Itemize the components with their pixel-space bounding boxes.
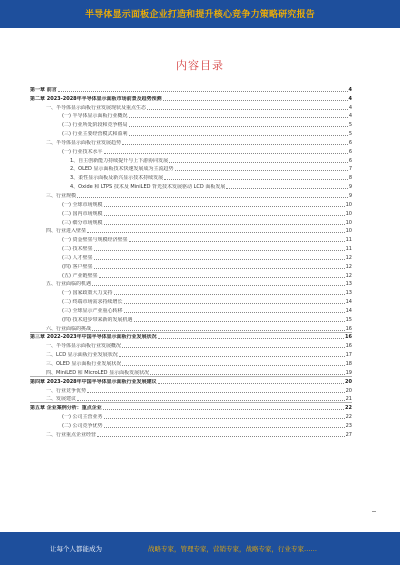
toc-entry-label: 三、行业规模	[46, 192, 77, 199]
toc-entry[interactable]	[30, 429, 352, 438]
toc-entry-label: (三) 全球显示产业重心转移	[62, 307, 123, 314]
toc-leader-dots	[104, 215, 345, 216]
toc-leader-dots	[122, 347, 345, 348]
toc-leader-dots	[104, 224, 345, 225]
toc-entry-page: 6	[348, 139, 352, 146]
toc-entry[interactable]	[30, 208, 352, 217]
toc-entry-page: 20	[345, 387, 352, 394]
toc-leader-dots	[150, 374, 345, 375]
toc-entry-label: 四、MiniLED 和 MicroLED 显示面板发展状况	[46, 369, 150, 376]
toc-entry[interactable]	[30, 270, 352, 279]
toc-entry-page: 4	[348, 113, 352, 120]
toc-entry[interactable]	[30, 111, 352, 120]
toc-entry-page: 23	[345, 422, 352, 429]
toc-entry-label: (一) 行业技术水平	[62, 148, 103, 155]
toc-entry-label: 第二章 2023-2028年半导体显示面板市场前景及趋势预测	[30, 95, 162, 102]
toc-entry[interactable]	[30, 199, 352, 208]
toc-entry[interactable]	[30, 420, 352, 429]
toc-entry[interactable]	[30, 217, 352, 226]
toc-entry-page: 15	[345, 316, 352, 323]
toc-entry[interactable]	[30, 146, 352, 155]
toc-entry[interactable]	[30, 349, 352, 358]
toc-leader-dots	[94, 250, 345, 251]
toc-entry-page: 8	[348, 175, 352, 182]
toc-entry-label: 3、柔性显示面板及新兴显示技术持续发展	[70, 175, 164, 182]
toc-entry-page: 6	[348, 157, 352, 164]
toc-entry-label: (一) 资金壁垒与规模经济壁垒	[62, 237, 128, 244]
toc-entry-label: (四) 客户壁垒	[62, 263, 93, 270]
toc-leader-dots	[77, 400, 345, 401]
toc-entry-label: 二、半导体显示面板行业发展趋势	[46, 139, 122, 146]
toc-leader-dots	[104, 418, 345, 419]
toc-entry-page: 4	[348, 86, 352, 93]
toc-leader-dots	[92, 285, 345, 286]
toc-leader-dots	[175, 170, 348, 171]
toc-entry[interactable]	[30, 172, 352, 181]
toc-entry-page: 6	[348, 148, 352, 155]
toc-leader-dots	[58, 91, 348, 92]
toc-entry-label: 四、行业进入壁垒	[46, 228, 87, 235]
toc-entry-page: 17	[345, 352, 352, 359]
toc-entry-label: 三、OLED 显示面板行业发展状况	[46, 361, 122, 367]
toc-leader-dots	[87, 232, 345, 233]
toc-entry-label: (一) 国家政策大力支持	[62, 290, 113, 297]
footer-banner	[0, 532, 400, 565]
table-of-contents	[30, 84, 352, 438]
toc-entry-page: 10	[345, 201, 352, 208]
toc-leader-dots	[163, 100, 348, 101]
toc-entry-page: 12	[345, 263, 352, 270]
toc-entry[interactable]	[30, 296, 352, 305]
toc-leader-dots	[114, 294, 345, 295]
toc-entry[interactable]	[30, 190, 352, 199]
toc-entry-page: 13	[345, 290, 352, 297]
toc-leader-dots	[103, 409, 344, 410]
toc-entry-label: (一) 半导体显示面板行业概况	[62, 113, 128, 120]
toc-leader-dots	[169, 162, 348, 163]
toc-entry[interactable]	[30, 394, 352, 403]
toc-leader-dots	[158, 383, 344, 384]
toc-leader-dots	[97, 436, 345, 437]
toc-leader-dots	[122, 365, 344, 366]
toc-entry-page: 9	[348, 184, 352, 191]
toc-entry[interactable]	[30, 367, 352, 376]
toc-entry[interactable]	[30, 128, 352, 137]
toc-entry-label: (三) 行业主要经营模式和盈利	[62, 131, 128, 138]
toc-entry-label: (二) 国内市场规模	[62, 210, 103, 217]
toc-entry[interactable]	[30, 226, 352, 235]
toc-entry-page: 9	[348, 192, 352, 199]
toc-entry-page: 14	[345, 307, 352, 314]
toc-entry-label: 1、自主创新能力持续提升与上下游协同发展	[70, 157, 169, 164]
toc-entry[interactable]	[30, 340, 352, 349]
toc-leader-dots	[158, 338, 344, 339]
toc-entry-page: 21	[345, 396, 352, 403]
toc-entry-page: 22	[345, 414, 352, 421]
toc-entry-label: 第五章 企业案例分析：重点企业	[30, 405, 102, 412]
toc-entry[interactable]	[30, 287, 352, 296]
toc-entry-label: (四) 技术进步带来新的发展机遇	[62, 316, 133, 323]
toc-entry-label: 第一章 前言	[30, 86, 57, 93]
toc-leader-dots	[164, 179, 348, 180]
toc-entry-page: 11	[345, 237, 352, 244]
toc-entry-page: 22	[345, 405, 352, 412]
toc-entry-page: 12	[345, 254, 352, 261]
toc-entry-label: (二) 终端市场需求持续增长	[62, 299, 123, 306]
toc-entry[interactable]	[30, 332, 352, 341]
toc-entry-label: (二) 行业所处阶段和竞争格局	[62, 122, 128, 129]
toc-entry-page: 16	[345, 325, 352, 332]
toc-leader-dots	[124, 303, 345, 304]
toc-entry[interactable]	[30, 279, 352, 288]
toc-entry-page: 13	[345, 281, 352, 288]
toc-entry-label: 2、OLED 显示面板技术快速发展成为主流趋势	[70, 166, 174, 173]
toc-leader-dots	[104, 206, 345, 207]
toc-entry[interactable]	[30, 155, 352, 164]
toc-entry-page: 4	[348, 104, 352, 111]
toc-leader-dots	[134, 321, 345, 322]
toc-leader-dots	[92, 330, 345, 331]
toc-leader-dots	[87, 392, 345, 393]
toc-entry-label: 五、行业面临的机遇	[46, 281, 92, 288]
toc-entry-page: 16	[345, 334, 352, 341]
footer-tagline: 战略专家，管理专家，营销专家，战略专家，行业专家……	[148, 545, 317, 553]
toc-entry-label: 一、半导体显示面板行业发展现状及重点生态	[46, 104, 147, 111]
toc-entry-label: 第三章 2022-2023年中国半导体显示面板行业发展状况	[30, 334, 157, 341]
page-mark	[372, 511, 376, 512]
toc-leader-dots	[122, 144, 348, 145]
report-header	[0, 0, 400, 28]
toc-entry-label: 一、半导体显示面板行业发展概况	[46, 343, 122, 350]
toc-leader-dots	[104, 427, 345, 428]
toc-entry[interactable]	[30, 243, 352, 252]
toc-entry[interactable]	[30, 102, 352, 111]
toc-entry-page: 10	[345, 228, 352, 235]
toc-entry-label: 第四章 2023-2028年中国半导体显示面板行业发展建议	[30, 378, 157, 385]
toc-leader-dots	[129, 126, 348, 127]
toc-entry-page: 10	[345, 219, 352, 226]
toc-entry[interactable]	[30, 137, 352, 146]
toc-entry-label: (一) 公司主营业务	[62, 414, 103, 421]
toc-entry-page: 16	[345, 343, 352, 350]
toc-entry[interactable]	[30, 84, 352, 93]
toc-leader-dots	[226, 188, 347, 189]
toc-entry-page: 7	[348, 166, 352, 173]
toc-leader-dots	[129, 135, 348, 136]
toc-leader-dots	[129, 117, 348, 118]
toc-entry-page: 20	[345, 378, 352, 385]
toc-entry-label: 二、LCD 显示面板行业发展状况	[46, 352, 118, 359]
toc-entry-label: 一、行业竞争优势	[46, 387, 87, 394]
toc-entry[interactable]	[30, 252, 352, 261]
toc-entry-page: 10	[345, 210, 352, 217]
toc-entry-page: 27	[345, 431, 352, 438]
toc-entry[interactable]	[30, 164, 352, 173]
toc-leader-dots	[124, 312, 345, 313]
toc-entry-page: 5	[348, 122, 352, 129]
toc-leader-dots	[94, 268, 345, 269]
toc-entry-label: (一) 全球市场规模	[62, 201, 103, 208]
toc-entry-label: 4、Oxide 和 LTPS 技术及 MiniLED 背光技术发展驱动 LCD 面板发展	[70, 184, 226, 191]
toc-entry-label: (五) 产业链壁垒	[62, 272, 98, 279]
toc-entry[interactable]	[30, 261, 352, 270]
toc-entry[interactable]	[30, 93, 352, 102]
toc-entry[interactable]	[30, 234, 352, 243]
toc-entry[interactable]	[30, 385, 352, 394]
toc-entry-label: 二、行业重点企业经营	[46, 431, 97, 438]
toc-entry-label: 二、发展建议	[46, 396, 77, 403]
toc-entry-page: 4	[348, 95, 352, 102]
toc-entry-page: 12	[345, 272, 352, 279]
toc-entry-page: 19	[345, 369, 352, 376]
toc-entry[interactable]	[30, 323, 352, 332]
toc-entry[interactable]	[30, 376, 352, 385]
toc-entry-page: 18	[345, 361, 352, 367]
toc-entry[interactable]	[30, 305, 352, 314]
footer-slogan: 让每个人都能成为	[50, 545, 102, 553]
toc-entry-page: 11	[345, 246, 352, 253]
toc-entry-page: 14	[345, 299, 352, 306]
toc-entry[interactable]	[30, 358, 352, 367]
toc-leader-dots	[94, 259, 345, 260]
toc-entry[interactable]	[30, 181, 352, 190]
toc-entry-label: (二) 技术壁垒	[62, 246, 93, 253]
toc-leader-dots	[77, 197, 348, 198]
toc-leader-dots	[99, 277, 345, 278]
toc-heading: 内容目录	[176, 59, 224, 72]
toc-leader-dots	[147, 109, 348, 110]
toc-entry-label: 六、行业面临的挑战	[46, 325, 92, 332]
toc-entry[interactable]	[30, 402, 352, 411]
toc-leader-dots	[129, 241, 345, 242]
toc-leader-dots	[119, 356, 345, 357]
toc-entry-label: (二) 公司竞争优势	[62, 422, 103, 429]
toc-entry[interactable]	[30, 119, 352, 128]
toc-entry-page: 5	[348, 131, 352, 138]
toc-entry[interactable]	[30, 314, 352, 323]
toc-entry-label: (三) 细分市场规模	[62, 219, 103, 226]
toc-leader-dots	[104, 153, 348, 154]
toc-entry[interactable]	[30, 411, 352, 420]
toc-entry-label: (三) 人才壁垒	[62, 254, 93, 261]
report-title: 半导体显示面板企业打造和提升核心竞争力策略研究报告	[84, 10, 315, 20]
